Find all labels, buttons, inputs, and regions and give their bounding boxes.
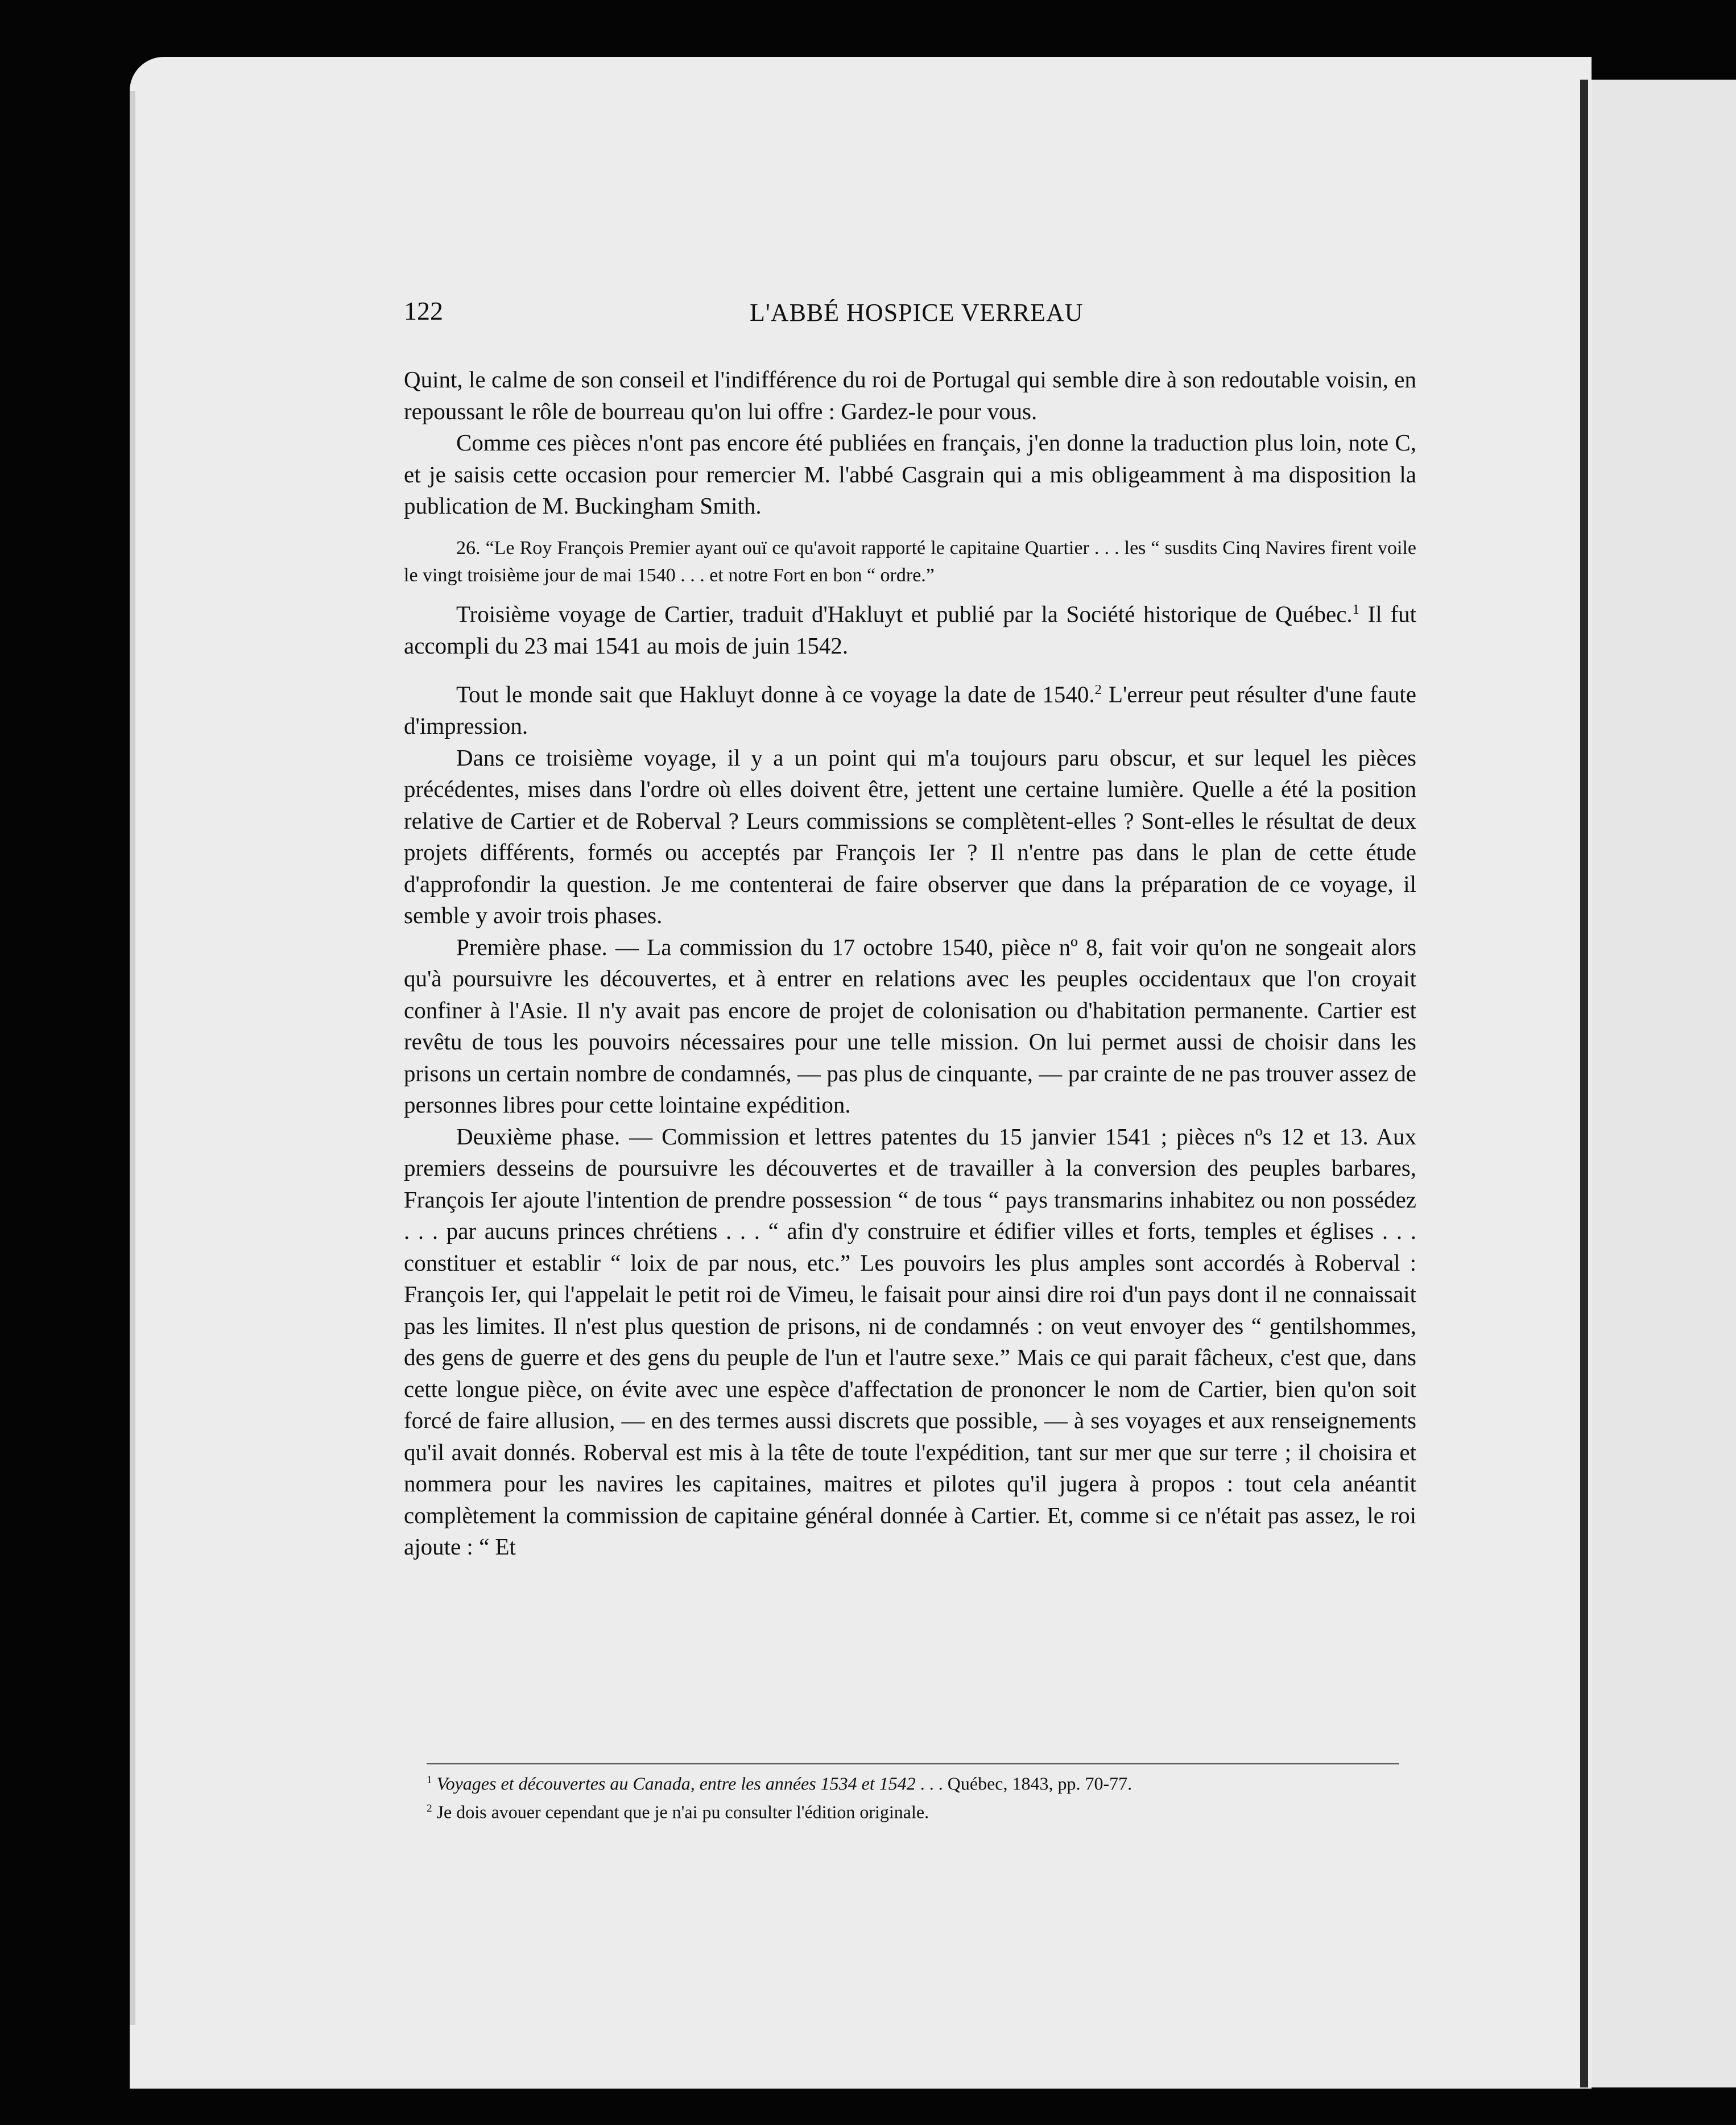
paragraph-text: Il fut accompli du 23 mai 1541 au mois de juin 1542. <box>404 601 1416 659</box>
paragraph: Quint, le calme de son conseil et l'indifférence du roi de Portugal qui semble dire à son redoutable voisin, en repoussant le rôle de bourreau qu'on lui offre : Gardez-le pour vous. <box>404 366 1416 424</box>
adjacent-page-edge <box>1592 80 1736 2087</box>
footnote-text: . . . Québec, 1843, pp. 70-77. <box>915 1773 1132 1794</box>
page-left-edge <box>130 91 135 2025</box>
body-text <box>404 364 1416 1563</box>
footnote-text: Je dois avouer cependant que je n'ai pu consulter l'édition originale. <box>436 1801 929 1822</box>
paragraph: Première phase. — La commission du 17 octobre 1540, pièce nº 8, fait voir qu'on ne songeait alors qu'à poursuivre les découvertes, et à entrer en relations avec les peuples occidentaux que l'on croyait confiner à l'Asie. Il n'y avait pas encore de projet de colonisation ou d'habitation permanente. Cartier est revêtu de tous les pouvoirs nécessaires pour une telle mission. On lui permet aussi de choisir dans les prisons un certain nombre de condamnés, — pas plus de cinquante, — par crainte de ne pas trouver assez de personnes libres pour cette lointaine expédition. <box>404 933 1416 1118</box>
footnote-rule <box>427 1763 1399 1764</box>
footnote-number: 2 <box>427 1802 432 1814</box>
page-header <box>404 296 1416 336</box>
paragraph: Comme ces pièces n'ont pas encore été publiées en français, j'en donne la traduction plus loin, note C, et je saisis cette occasion pour remercier M. l'abbé Casgrain qui a mis obligeamment à ma disposition la publication de M. Buckingham Smith. <box>404 429 1416 519</box>
running-head: L'ABBÉ HOSPICE VERREAU <box>750 299 1084 326</box>
footnote <box>427 1768 1416 1796</box>
page-fold-shadow <box>1580 80 1588 2087</box>
paragraph <box>404 594 1416 662</box>
page-number: 122 <box>404 296 443 325</box>
paragraph-text: Tout le monde sait que Hakluyt donne à ce voyage la date de 1540. <box>456 681 1095 708</box>
paragraph: Deuxième phase. — Commission et lettres patentes du 15 janvier 1541 ; pièces nºs 12 et 13. Aux premiers desseins de poursuivre les découvertes et de travailler à la conversion des peuples barbares, François Ier ajoute l'intention de prendre possession “ de tous “ pays transmarins inhabitez ou non possédez . . . par aucuns princes chrétiens . . . “ afin d'y construire et édifier villes et forts, temples et églises . . . constituer et establir “ loix de par nous, etc.” Les pouvoirs les plus amples sont accordés à Roberval : François Ier, qui l'appelait le petit roi de Vimeu, le faisait pour ainsi dire roi d'un pays dont il ne connaissait pas les limites. Il n'est plus question de prisons, ni de condamnés : on veut envoyer des “ gentilshommes, des gens de guerre et des gens du peuple de l'un et l'autre sexe.” Mais ce qui parait fâcheux, c'est que, dans cette longue pièce, on évite avec une espèce d'affectation de prononcer le nom de Cartier, bien qu'on soit forcé de faire allusion, — en des termes aussi discrets que possible, — à ses voyages et aux renseignements qu'il avait donnés. Roberval est mis à la tête de toute l'expédition, tant sur mer que sur terre ; il choisira et nommera pour les navires les capitaines, maitres et pilotes qu'il jugera à propos : tout cela anéantit complètement la commission de capitaine général donnée à Cartier. Et, comme si ce n'était pas assez, le roi ajoute : “ Et <box>404 1123 1416 1560</box>
paragraph: Dans ce troisième voyage, il y a un point qui m'a toujours paru obscur, et sur lequel les pièces précédentes, mises dans l'ordre où elles doivent être, jettent une certaine lumière. Quelle a été la position relative de Cartier et de Roberval ? Leurs commissions se complètent-elles ? Sont-elles le résultat de deux projets différents, formés ou acceptés par François Ier ? Il n'entre pas dans le plan de cette étude d'approfondir la question. Je me contenterai de faire observer que dans la préparation de ce voyage, il semble y avoir trois phases. <box>404 744 1416 929</box>
paragraph <box>404 674 1416 742</box>
footnote-title: Voyages et découvertes au Canada, entre les années 1534 et 1542 <box>436 1773 916 1794</box>
footnote-mark: 1 <box>1352 601 1359 617</box>
quotation-note: 26. “Le Roy François Premier ayant ouï ce qu'avoit rapporté le capitaine Quartier . . . les “ susdits Cinq Navires firent voile le vingt troisième jour de mai 1540 . . . et notre Fort en bon “ ordre.” <box>404 537 1416 586</box>
paragraph-text: Troisième voyage de Cartier, traduit d'Hakluyt et publié par la Société historique de Québec. <box>456 601 1353 627</box>
footnote <box>427 1796 1416 1825</box>
footnotes <box>427 1768 1416 1824</box>
footnote-mark: 2 <box>1094 682 1102 698</box>
paragraph-text: L'erreur peut résulter d'une faute d'impression. <box>404 681 1417 739</box>
footnote-number: 1 <box>427 1774 432 1786</box>
